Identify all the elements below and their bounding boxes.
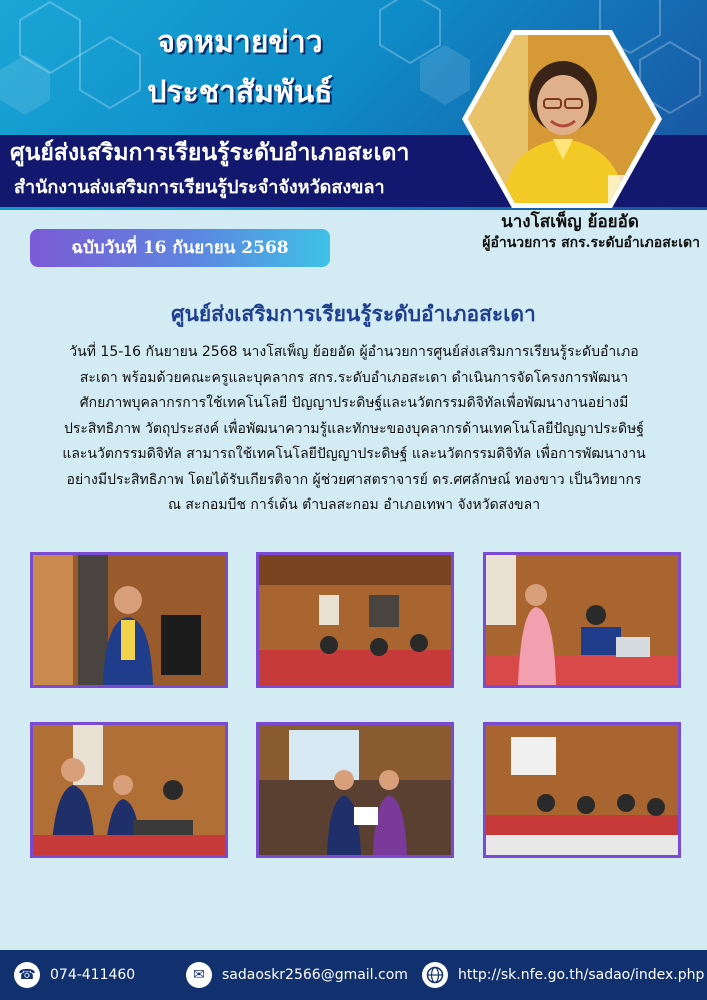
- org-name-secondary: สำนักงานส่งเสริมการเรียนรู้ประจำจังหวัดสงขลา: [14, 177, 385, 198]
- phone-icon: ☎: [14, 962, 40, 988]
- article-line: ประสิทธิภาพ วัตถุประสงค์ เพื่อพัฒนาความรู้และทักษะของบุคลากรด้านเทคโนโลยีปัญญาประดิษฐ์: [63, 420, 645, 437]
- issue-date-badge: ฉบับวันที่ 16 กันยายน 2568: [30, 229, 330, 267]
- event-photo-room: [256, 552, 454, 688]
- title-line-1: จดหมายข่าว: [157, 25, 323, 60]
- title-line-2: ประชาสัมพันธ์: [147, 75, 333, 110]
- article-body: [14, 340, 694, 519]
- phone-number: 074-411460: [50, 967, 136, 983]
- event-photo-participants: [30, 722, 228, 858]
- article-title: ศูนย์ส่งเสริมการเรียนรู้ระดับอำเภอสะเดา: [171, 302, 536, 326]
- article-line: สะเดา พร้อมด้วยคณะครูและบุคลากร สกร.ระดับอำเภอสะเดา ดำเนินการจัดโครงการพัฒนา: [79, 369, 629, 386]
- director-name: นางโสเพ็ญ ย้อยอัด: [501, 212, 639, 232]
- event-photo-speaker: [30, 552, 228, 688]
- footer-website[interactable]: [422, 950, 704, 1000]
- article-line: ศักยภาพบุคลากรการใช้เทคโนโลยี ปัญญาประดิษฐ์และนวัตกรรมดิจิทัลเพื่อพัฒนางานอย่างมี: [79, 395, 629, 411]
- article-line: อย่างมีประสิทธิภาพ โดยได้รับเกียรติจาก ผู้ช่วยศาสตราจารย์ ดร.ศศลักษณ์ ทองขาว เป็นวิทยากร: [66, 471, 642, 488]
- event-photo-certificate: [256, 722, 454, 858]
- article-line: และนวัตกรรมดิจิทัล สามารถใช้เทคโนโลยีปัญญาประดิษฐ์ และนวัตกรรมดิจิทัล เพื่อการพัฒนางาน: [62, 446, 646, 462]
- globe-icon: [422, 962, 448, 988]
- org-name-primary: ศูนย์ส่งเสริมการเรียนรู้ระดับอำเภอสะเดา: [10, 140, 410, 166]
- footer-phone[interactable]: [14, 950, 135, 1000]
- footer-email[interactable]: [186, 950, 408, 1000]
- director-portrait: [468, 35, 656, 203]
- website-url: http://sk.nfe.go.th/sadao/index.php: [458, 967, 705, 983]
- email-address: sadaoskr2566@gmail.com: [222, 967, 408, 983]
- director-position: ผู้อำนวยการ สกร.ระดับอำเภอสะเดา: [482, 235, 700, 251]
- event-photo-classroom: [483, 722, 681, 858]
- article-line: ณ สะกอมบีช การ์เด้น ตำบลสะกอม อำเภอเทพา จังหวัดสงขลา: [167, 497, 541, 513]
- footer-contact-bar: [0, 950, 707, 1000]
- envelope-icon: ✉: [186, 962, 212, 988]
- article-line: วันที่ 15-16 กันยายน 2568 นางโสเพ็ญ ย้อยอัด ผู้อำนวยการศูนย์ส่งเสริมการเรียนรู้ระดับอำเภอ: [69, 344, 639, 360]
- event-photo-workshop: [483, 552, 681, 688]
- newsletter-title: [0, 18, 480, 118]
